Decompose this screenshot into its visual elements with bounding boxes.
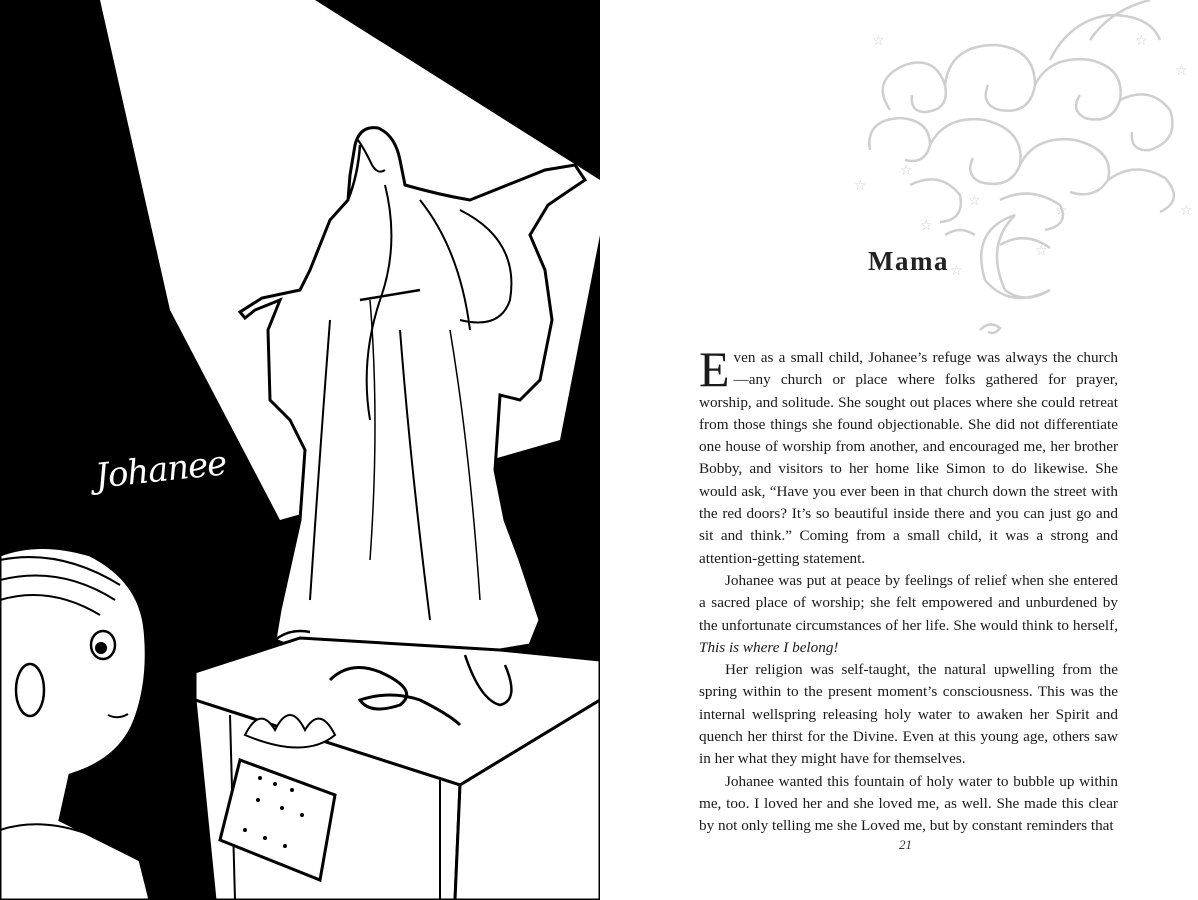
text-page [600, 0, 1198, 900]
chapter-body [699, 341, 1118, 838]
paragraph-text: Johanee was put at peace by feelings of relief when she entered a sacred place of worship; she felt empowered and unburdened by the unfortunate circumstances of her life. She would think to herself, [699, 571, 1118, 634]
chapter-title: Mama [868, 246, 949, 276]
svg-text:☆: ☆ [872, 33, 885, 49]
drop-cap: E [699, 341, 730, 397]
svg-text:☆: ☆ [854, 178, 867, 194]
svg-text:☆: ☆ [968, 193, 981, 209]
svg-text:☆: ☆ [1135, 33, 1148, 49]
paragraph-text: Johanee wanted this fountain of holy water to bubble up within me, too. I loved her and she loved me, as well. She made this clear by not only telling me she Loved me, but by constant reminders that [699, 772, 1118, 835]
cloud-ornament-icon [850, 0, 1198, 340]
page-number: 21 [899, 837, 912, 852]
svg-text:☆: ☆ [1055, 203, 1068, 219]
svg-text:☆: ☆ [920, 218, 933, 234]
paragraph [699, 341, 1118, 570]
svg-text:☆: ☆ [1035, 243, 1048, 259]
paragraph-text: ven as a small child, Johanee’s refuge was always the church—any church or place where folks gathered for prayer, worship, and solitude. She sought out places where she could retreat from those things she found objectionable. She did not differentiate one house of worship from another, and encouraged me, her brother Bobby, and visitors to her home like Simon to do likewise. She would ask, “Have you ever been in that church down the street with the red doors? It’s so beautiful inside there and you can just go and sit and think.” Coming from a small child, it was a strong and attention-getting statement. [699, 349, 1118, 567]
signature: Johanee [93, 443, 229, 497]
svg-text:☆: ☆ [1175, 63, 1188, 79]
paragraph-italic: This is where I belong! [699, 638, 839, 656]
svg-text:☆: ☆ [900, 163, 913, 179]
paragraph [699, 659, 1118, 770]
paragraph [699, 771, 1118, 838]
paragraph [699, 570, 1118, 659]
paragraph-text: Her religion was self-taught, the natural upwelling from the spring within to the present moment’s consciousness. This was the internal wellspring releasing holy water to awaken her Spirit and quench her thirst for the Divine. Even at this young age, others saw in her what they might have for themselves. [699, 661, 1118, 768]
svg-text:☆: ☆ [950, 263, 963, 279]
svg-text:☆: ☆ [1180, 203, 1193, 219]
